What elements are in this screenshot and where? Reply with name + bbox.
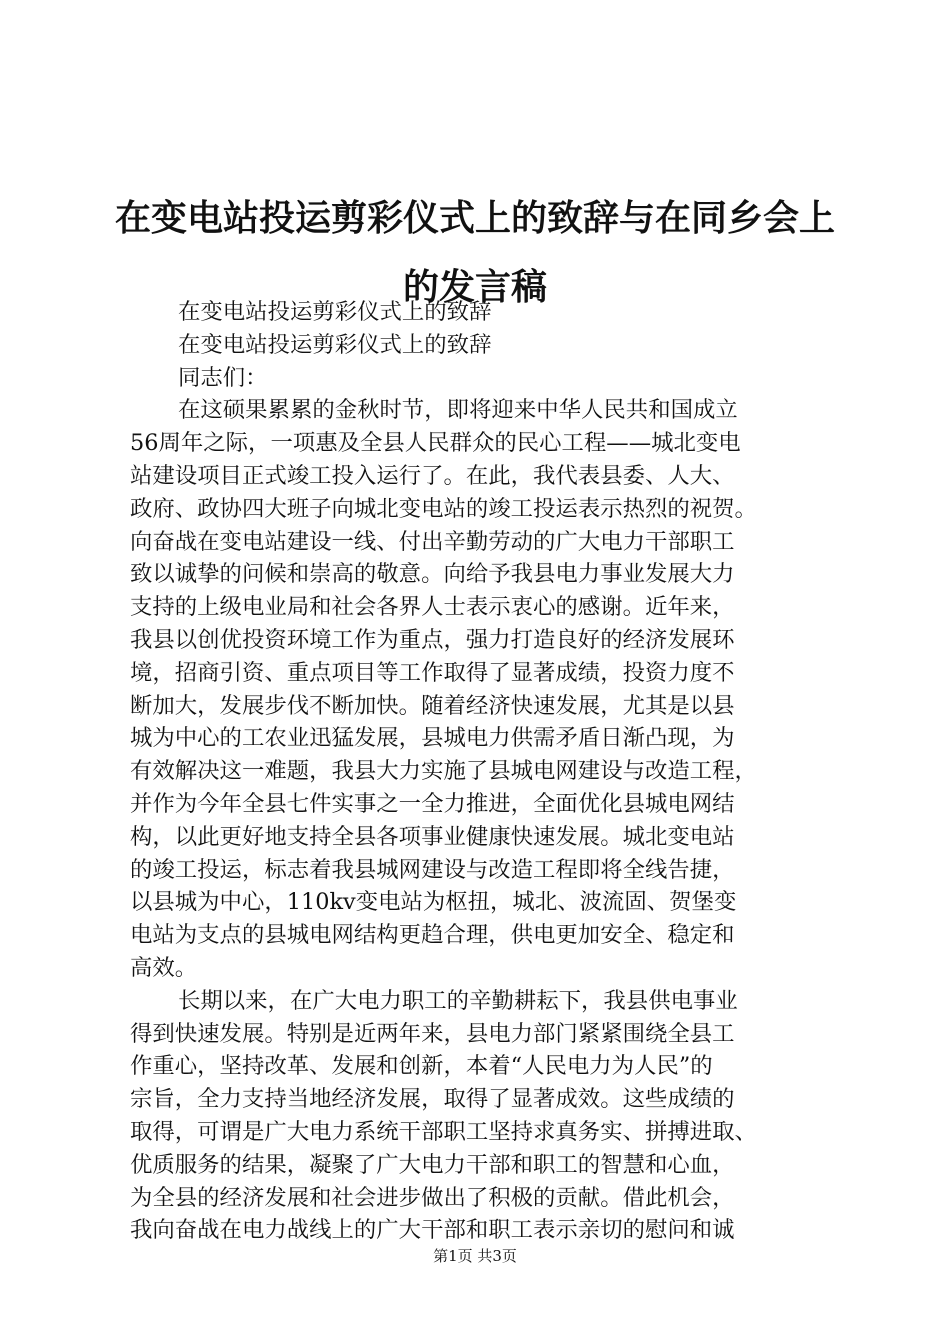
- body-line: 站建设项目正式竣工投入运行了。在此，我代表县委、人大、: [130, 462, 735, 489]
- body-line: 在这硕果累累的金秋时节，即将迎来中华人民共和国成立: [178, 397, 738, 424]
- body-line: 支持的上级电业局和社会各界人士表示衷心的感谢。近年来，: [130, 594, 735, 621]
- body-line: 电站为支点的县城电网结构更趋合理，供电更加安全、稳定和: [130, 922, 735, 949]
- body-line: 我向奋战在电力战线上的广大干部和职工表示亲切的慰问和诚: [130, 1217, 735, 1244]
- body-line: 同志们：: [178, 364, 268, 391]
- body-line: 断加大，发展步伐不断加快。随着经济快速发展，尤其是以县: [130, 692, 735, 719]
- page-number-label: 第1页 共3页: [433, 1247, 517, 1265]
- body-line: 长期以来，在广大电力职工的辛勤耕耘下，我县供电事业: [178, 987, 738, 1014]
- title-line-1: 在变电站投运剪彩仪式上的致辞与在同乡会上: [114, 197, 835, 239]
- body-line: 在变电站投运剪彩仪式上的致辞: [178, 331, 492, 358]
- body-line: 为全县的经济发展和社会进步做出了积极的贡献。借此机会，: [130, 1184, 735, 1211]
- body-line: 并作为今年全县七件实事之一全力推进，全面优化县城电网结: [130, 790, 735, 817]
- body-line: 优质服务的结果，凝聚了广大电力干部和职工的智慧和心血，: [130, 1151, 735, 1178]
- body-line: 我县以创优投资环境工作为重点，强力打造良好的经济发展环: [130, 626, 735, 653]
- body-line: 作重心，坚持改革、发展和创新，本着“人民电力为人民”的: [130, 1053, 713, 1080]
- body-line: 以县城为中心，110kv变电站为枢扭，城北、波流固、贺堡变: [130, 889, 737, 916]
- body-line: 的竣工投运，标志着我县城网建设与改造工程即将全线告捷，: [130, 856, 735, 883]
- body-line: 境，招商引资、重点项目等工作取得了显著成绩，投资力度不: [130, 659, 735, 686]
- body-line: 高效。: [130, 954, 198, 981]
- body-line: 城为中心的工农业迅猛发展，县城电力供需矛盾日渐凸现，为: [130, 725, 735, 752]
- page-footer: [0, 1246, 950, 1266]
- document-body: [130, 296, 830, 1247]
- body-line: 得到快速发展。特别是近两年来，县电力部门紧紧围绕全县工: [130, 1020, 735, 1047]
- body-line: 政府、政协四大班子向城北变电站的竣工投运表示热烈的祝贺。: [130, 495, 757, 522]
- body-line: 向奋战在变电站建设一线、付出辛勤劳动的广大电力干部职工: [130, 528, 735, 555]
- body-line: 在变电站投运剪彩仪式上的致辞: [178, 299, 492, 325]
- body-line: 构，以此更好地支持全县各项事业健康快速发展。城北变电站: [130, 823, 735, 850]
- body-line: 取得，可谓是广大电力系统干部职工坚持求真务实、拼搏进取、: [130, 1118, 757, 1145]
- body-line: 致以诚挚的问候和崇高的敬意。向给予我县电力事业发展大力: [130, 561, 735, 588]
- body-line: 有效解决这一难题，我县大力实施了县城电网建设与改造工程，: [130, 758, 757, 785]
- body-line: 宗旨，全力支持当地经济发展，取得了显著成效。这些成绩的: [130, 1086, 735, 1113]
- title-line-2: 的发言稿: [402, 266, 547, 308]
- body-line: 56周年之际，一项惠及全县人民群众的民心工程——城北变电: [130, 430, 741, 457]
